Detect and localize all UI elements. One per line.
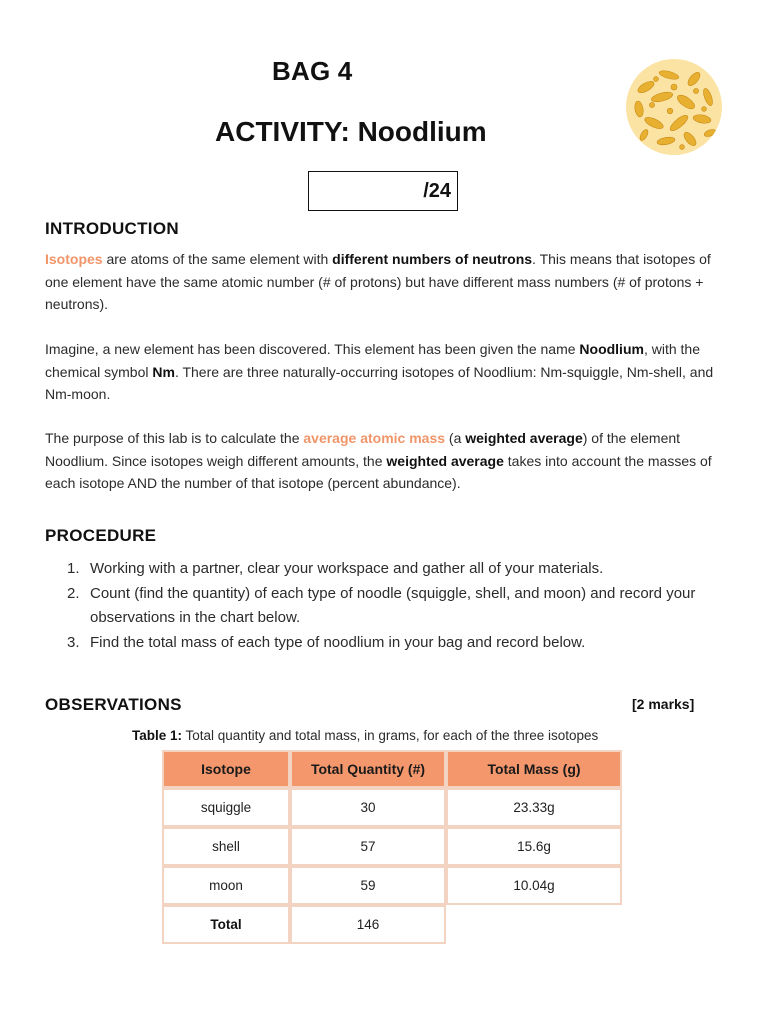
- intro-paragraph-isotopes: [45, 248, 725, 316]
- step-number: 1.: [67, 560, 80, 577]
- marks-label: [2 marks]: [632, 696, 695, 712]
- text-run: . There are three naturally-occurring isotopes of Noodlium: Nm-squiggle, Nm-shell, and Nm-moon.: [45, 363, 714, 402]
- text-run: are atoms of the same element with: [102, 251, 333, 267]
- caption-text: Total quantity and total mass, in grams, for each of the three isotopes: [182, 728, 599, 743]
- procedure-step: [45, 557, 725, 582]
- procedure-heading: PROCEDURE: [45, 526, 157, 545]
- table-row: [162, 788, 622, 827]
- intro-paragraph-purpose: [45, 427, 725, 495]
- procedure-step: [45, 582, 725, 631]
- cell-total-quantity[interactable]: 146: [290, 905, 446, 944]
- cell-mass[interactable]: 15.6g: [446, 827, 622, 866]
- score-box[interactable]: [308, 171, 458, 211]
- cell-mass[interactable]: 23.33g: [446, 788, 622, 827]
- cell-empty: [446, 905, 622, 944]
- bold-run: weighted average: [386, 452, 504, 469]
- cell-total-label: Total: [162, 905, 290, 944]
- header-isotope: Isotope: [162, 750, 290, 788]
- table-row: [162, 827, 622, 866]
- cell-quantity[interactable]: 59: [290, 866, 446, 905]
- cell-quantity[interactable]: 57: [290, 827, 446, 866]
- table-total-row: [162, 905, 622, 944]
- table-header-row: [162, 750, 622, 788]
- introduction-heading: INTRODUCTION: [45, 219, 179, 238]
- header-total-quantity: Total Quantity (#): [290, 750, 446, 788]
- bold-run: Nm: [152, 363, 175, 380]
- text-run: takes into account the masses of each isotope AND the number of that isotope (percent abundance).: [45, 452, 712, 491]
- table-row: [162, 866, 622, 905]
- text-run: , with the chemical symbol: [45, 341, 700, 380]
- observations-heading: OBSERVATIONS: [45, 695, 182, 714]
- step-text: Find the total mass of each type of noodlium in your bag and record below.: [90, 633, 586, 651]
- intro-paragraph-noodlium: [45, 338, 725, 406]
- cell-isotope[interactable]: shell: [162, 827, 290, 866]
- text-run: The purpose of this lab is to calculate the: [45, 430, 304, 446]
- bold-run: different numbers of neutrons: [332, 251, 533, 267]
- step-text: Count (find the quantity) of each type of noodle (squiggle, shell, and moon) and record your observations in the chart below.: [90, 584, 696, 626]
- text-run: ) of the element Noodlium. Since isotopes weigh different amounts, the: [45, 430, 681, 469]
- cell-isotope[interactable]: squiggle: [162, 788, 290, 827]
- cell-quantity[interactable]: 30: [290, 788, 446, 827]
- procedure-list: [45, 557, 725, 655]
- table-caption: [132, 728, 598, 743]
- text-run: (a: [445, 430, 466, 446]
- text-run: Imagine, a new element has been discovered. This element has been given the name: [45, 341, 580, 357]
- score-total: /24: [423, 180, 451, 202]
- header-total-mass: Total Mass (g): [446, 750, 622, 788]
- isotopes-term: Isotopes: [45, 251, 103, 267]
- step-number: 2.: [67, 584, 80, 602]
- bag-title: BAG 4: [272, 56, 353, 86]
- bold-run: weighted average: [465, 430, 583, 446]
- cell-isotope[interactable]: moon: [162, 866, 290, 905]
- observations-table: [162, 750, 622, 944]
- pasta-ball-illustration: [624, 57, 724, 157]
- activity-title: ACTIVITY: Noodlium: [215, 116, 487, 147]
- average-atomic-mass-term: average atomic mass: [303, 430, 446, 446]
- step-text: Working with a partner, clear your workspace and gather all of your materials.: [90, 560, 604, 577]
- caption-label: Table 1:: [132, 728, 183, 743]
- text-run: . This means that isotopes of one element have the same atomic number (# of protons) but have different mass numbers (# of protons + neutrons).: [45, 251, 711, 312]
- procedure-step: [45, 631, 725, 656]
- cell-mass[interactable]: 10.04g: [446, 866, 622, 905]
- bold-run: Noodlium: [579, 341, 644, 357]
- step-number: 3.: [67, 633, 80, 651]
